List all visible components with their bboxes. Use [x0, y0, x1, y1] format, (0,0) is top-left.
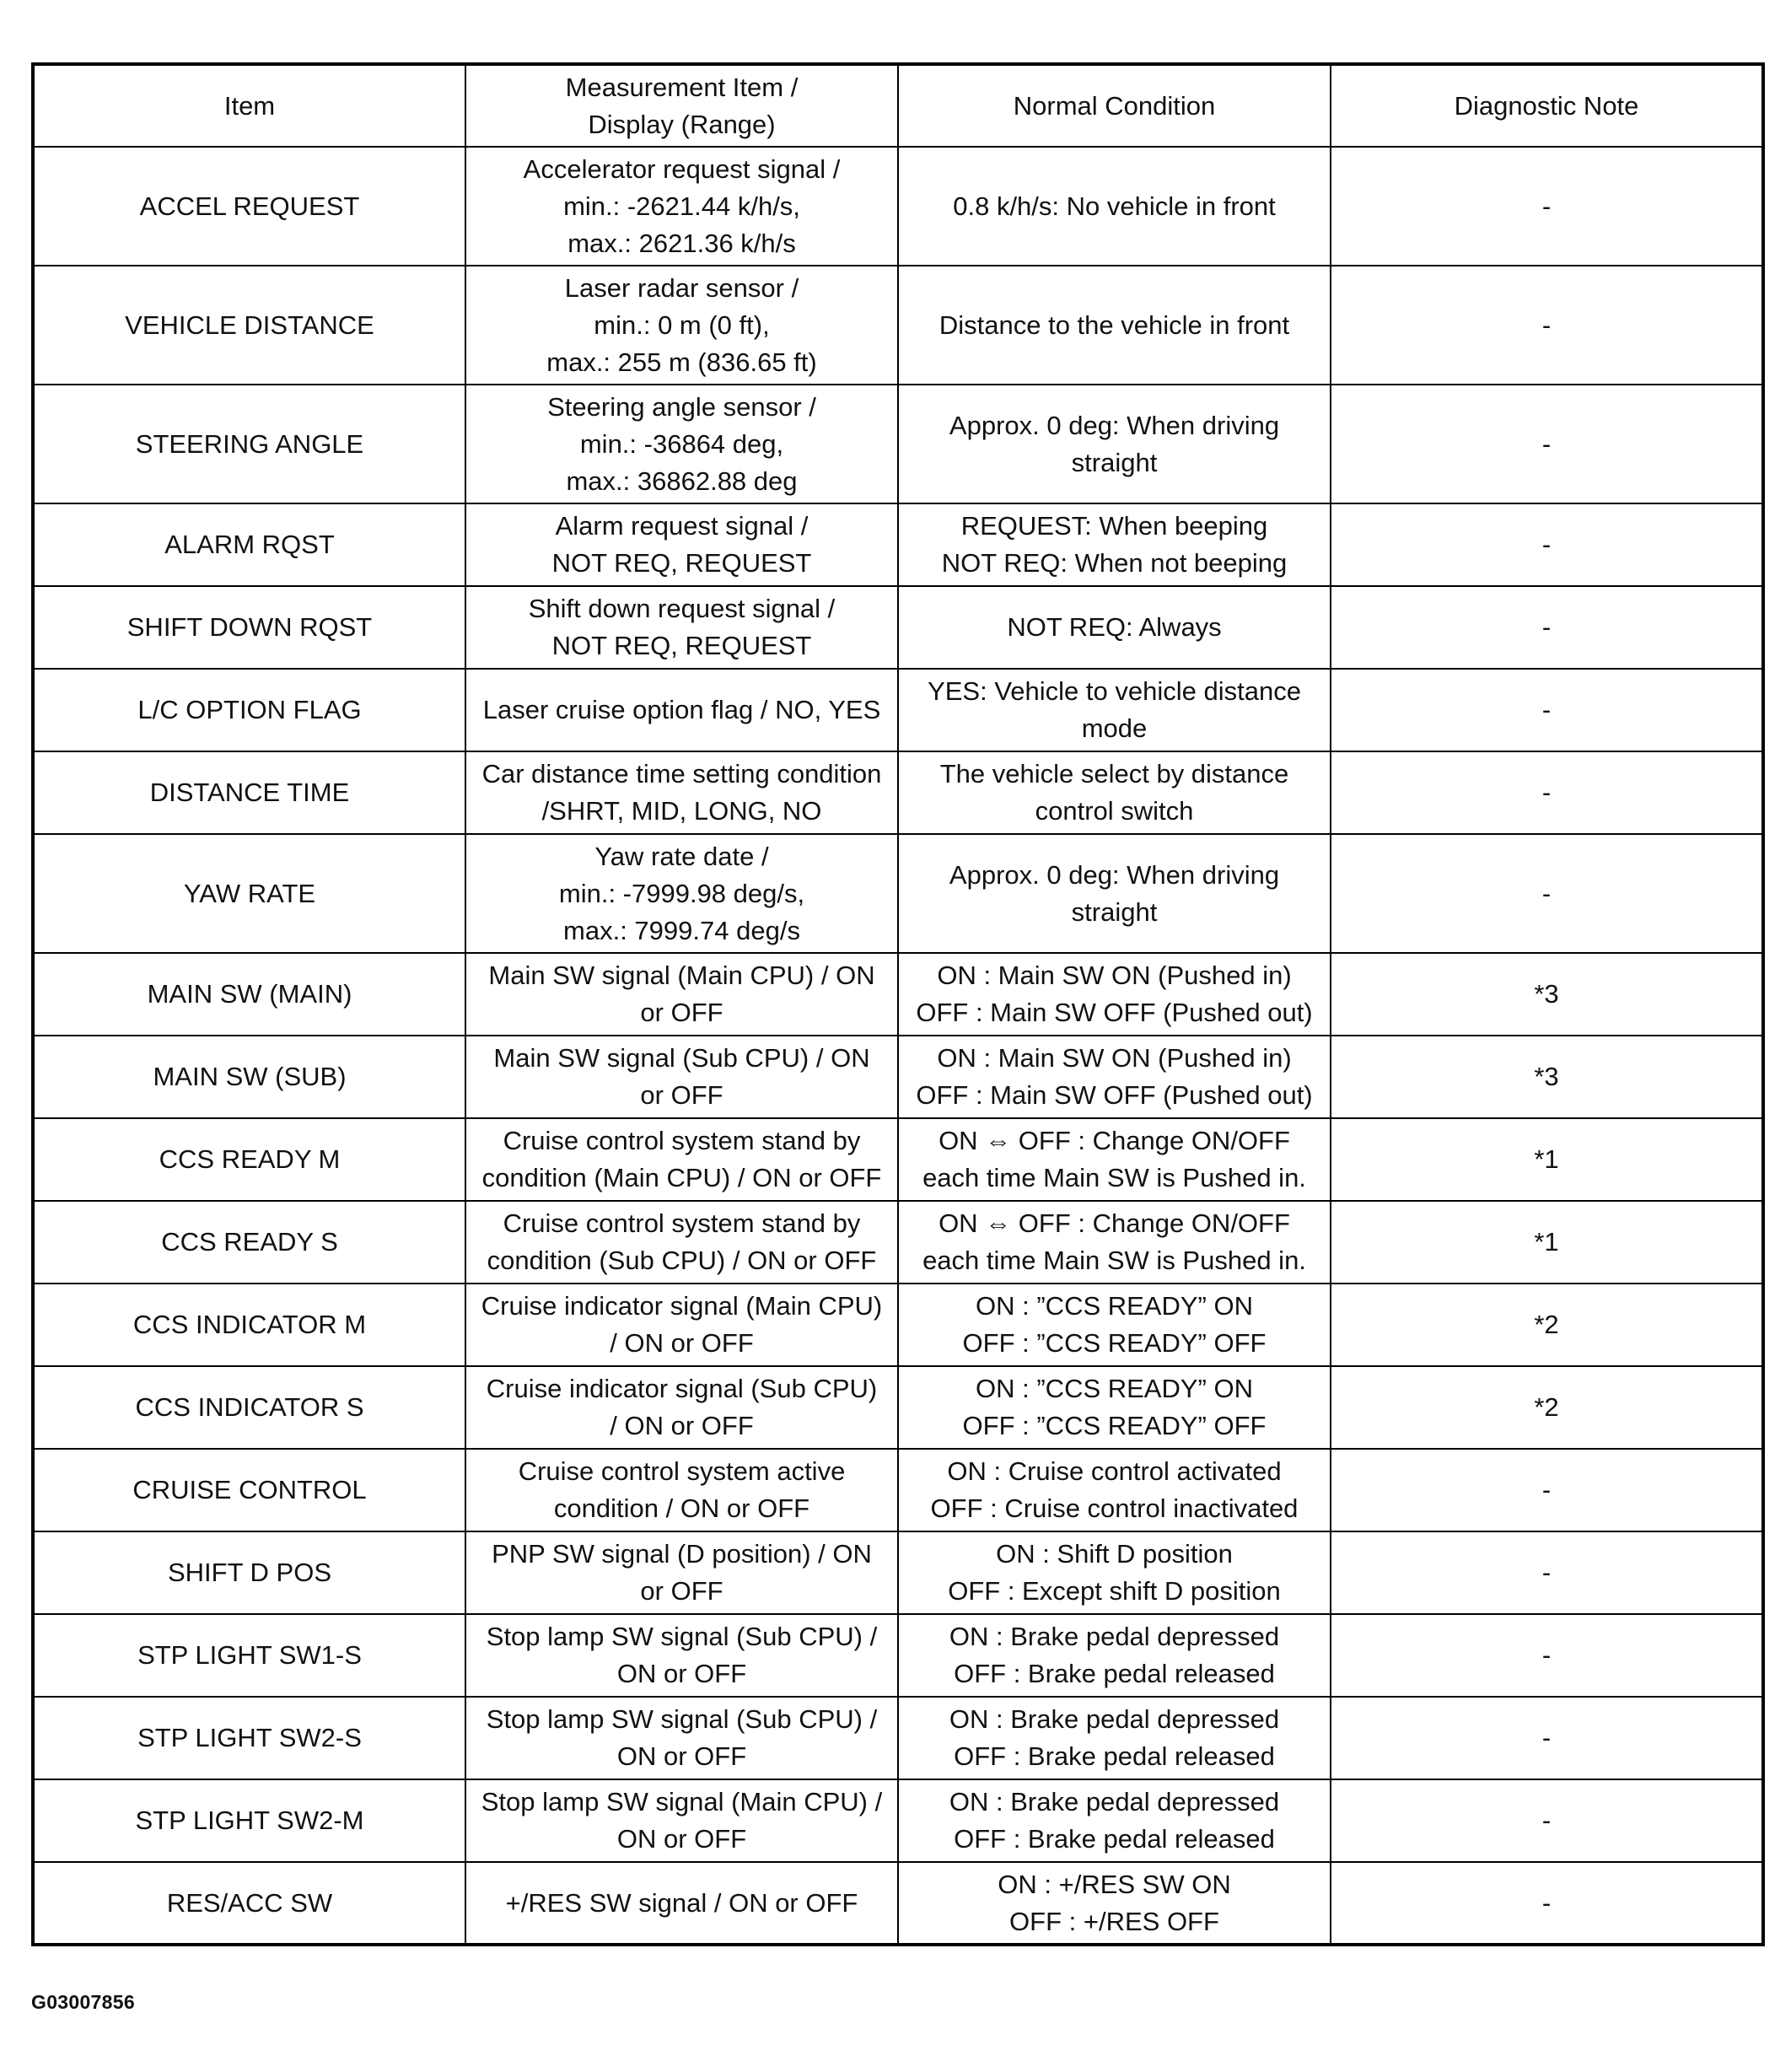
cell-diagnostic-note: -	[1331, 586, 1763, 669]
cell-measurement: Laser cruise option flag / NO, YES	[465, 669, 898, 751]
cell-measurement: Stop lamp SW signal (Sub CPU) / ON or OFF	[465, 1697, 898, 1779]
cell-normal-condition: YES: Vehicle to vehicle distance mode	[898, 669, 1331, 751]
cell-measurement: Car distance time setting condition /SHRT, MID, LONG, NO	[465, 751, 898, 834]
cell-item: CRUISE CONTROL	[33, 1449, 465, 1531]
header-item: Item	[33, 64, 465, 147]
cell-measurement: Stop lamp SW signal (Main CPU) / ON or OFF	[465, 1779, 898, 1862]
table-row	[33, 1118, 1763, 1201]
cell-item: CCS READY S	[33, 1201, 465, 1284]
table-row	[33, 1366, 1763, 1449]
diagnostic-data-table	[31, 62, 1765, 1946]
cell-measurement: Stop lamp SW signal (Sub CPU) / ON or OFF	[465, 1614, 898, 1697]
cell-normal-condition: ON : ”CCS READY” ON OFF : ”CCS READY” OFF	[898, 1284, 1331, 1366]
cell-diagnostic-note: -	[1331, 1862, 1763, 1945]
cell-item: MAIN SW (MAIN)	[33, 953, 465, 1036]
cell-item: CCS INDICATOR S	[33, 1366, 465, 1449]
table-row	[33, 1779, 1763, 1862]
cell-item: STP LIGHT SW1-S	[33, 1614, 465, 1697]
table-body	[33, 147, 1763, 1945]
cell-normal-condition: ON ⇔ OFF : Change ON/OFF each time Main SW is Pushed in.	[898, 1201, 1331, 1284]
cell-diagnostic-note: -	[1331, 266, 1763, 385]
cell-measurement: Main SW signal (Sub CPU) / ON or OFF	[465, 1036, 898, 1118]
cell-item: ACCEL REQUEST	[33, 147, 465, 266]
table-row	[33, 1284, 1763, 1366]
header-diagnostic-note: Diagnostic Note	[1331, 64, 1763, 147]
cell-item: ALARM RQST	[33, 503, 465, 586]
cell-diagnostic-note: *1	[1331, 1201, 1763, 1284]
cell-diagnostic-note: *1	[1331, 1118, 1763, 1201]
cell-measurement: Cruise indicator signal (Main CPU) / ON or OFF	[465, 1284, 898, 1366]
table-row	[33, 586, 1763, 669]
cell-item: CCS READY M	[33, 1118, 465, 1201]
cell-measurement: Cruise control system stand by condition (Main CPU) / ON or OFF	[465, 1118, 898, 1201]
cell-measurement: Main SW signal (Main CPU) / ON or OFF	[465, 953, 898, 1036]
table-row	[33, 147, 1763, 266]
cell-measurement: Cruise control system stand by condition (Sub CPU) / ON or OFF	[465, 1201, 898, 1284]
cell-diagnostic-note: -	[1331, 1531, 1763, 1614]
table-row	[33, 1697, 1763, 1779]
cell-diagnostic-note: -	[1331, 503, 1763, 586]
cell-normal-condition: Approx. 0 deg: When driving straight	[898, 385, 1331, 503]
cell-normal-condition: ON : Brake pedal depressed OFF : Brake pedal released	[898, 1614, 1331, 1697]
cell-diagnostic-note: *2	[1331, 1284, 1763, 1366]
cell-item: CCS INDICATOR M	[33, 1284, 465, 1366]
cell-item: DISTANCE TIME	[33, 751, 465, 834]
cell-normal-condition: NOT REQ: Always	[898, 586, 1331, 669]
cell-measurement: Accelerator request signal / min.: -2621.44 k/h/s, max.: 2621.36 k/h/s	[465, 147, 898, 266]
cell-item: STEERING ANGLE	[33, 385, 465, 503]
cell-normal-condition: 0.8 k/h/s: No vehicle in front	[898, 147, 1331, 266]
cell-item: SHIFT DOWN RQST	[33, 586, 465, 669]
cell-diagnostic-note: -	[1331, 669, 1763, 751]
table-row	[33, 1449, 1763, 1531]
cell-diagnostic-note: *3	[1331, 1036, 1763, 1118]
cell-diagnostic-note: -	[1331, 1449, 1763, 1531]
table-row	[33, 503, 1763, 586]
cell-diagnostic-note: -	[1331, 751, 1763, 834]
cell-normal-condition: ON : Main SW ON (Pushed in) OFF : Main SW OFF (Pushed out)	[898, 953, 1331, 1036]
cell-diagnostic-note: -	[1331, 1779, 1763, 1862]
table-row	[33, 1036, 1763, 1118]
cell-normal-condition: ON : Brake pedal depressed OFF : Brake pedal released	[898, 1779, 1331, 1862]
table-header-row	[33, 64, 1763, 147]
cell-measurement: Cruise control system active condition / ON or OFF	[465, 1449, 898, 1531]
cell-item: MAIN SW (SUB)	[33, 1036, 465, 1118]
cell-measurement: Yaw rate date / min.: -7999.98 deg/s, max.: 7999.74 deg/s	[465, 834, 898, 953]
figure-id: G03007856	[31, 1991, 135, 2013]
cell-normal-condition: Approx. 0 deg: When driving straight	[898, 834, 1331, 953]
table-row	[33, 669, 1763, 751]
cell-measurement: +/RES SW signal / ON or OFF	[465, 1862, 898, 1945]
cell-normal-condition: ON : ”CCS READY” ON OFF : ”CCS READY” OFF	[898, 1366, 1331, 1449]
cell-item: YAW RATE	[33, 834, 465, 953]
cell-normal-condition: ON : Shift D position OFF : Except shift D position	[898, 1531, 1331, 1614]
cell-normal-condition: ON ⇔ OFF : Change ON/OFF each time Main SW is Pushed in.	[898, 1118, 1331, 1201]
table-row	[33, 1531, 1763, 1614]
cell-item: L/C OPTION FLAG	[33, 669, 465, 751]
header-measurement: Measurement Item / Display (Range)	[465, 64, 898, 147]
header-normal-condition: Normal Condition	[898, 64, 1331, 147]
cell-diagnostic-note: -	[1331, 1614, 1763, 1697]
cell-normal-condition: REQUEST: When beeping NOT REQ: When not beeping	[898, 503, 1331, 586]
table-row	[33, 834, 1763, 953]
cell-measurement: Shift down request signal / NOT REQ, REQUEST	[465, 586, 898, 669]
cell-measurement: Laser radar sensor / min.: 0 m (0 ft), max.: 255 m (836.65 ft)	[465, 266, 898, 385]
table-row	[33, 385, 1763, 503]
cell-diagnostic-note: *3	[1331, 953, 1763, 1036]
cell-measurement: Steering angle sensor / min.: -36864 deg, max.: 36862.88 deg	[465, 385, 898, 503]
table-row	[33, 751, 1763, 834]
cell-diagnostic-note: *2	[1331, 1366, 1763, 1449]
cell-measurement: PNP SW signal (D position) / ON or OFF	[465, 1531, 898, 1614]
cell-item: RES/ACC SW	[33, 1862, 465, 1945]
table-row	[33, 1201, 1763, 1284]
table-row	[33, 1862, 1763, 1945]
table-row	[33, 266, 1763, 385]
cell-item: STP LIGHT SW2-M	[33, 1779, 465, 1862]
table-row	[33, 953, 1763, 1036]
cell-diagnostic-note: -	[1331, 385, 1763, 503]
cell-normal-condition: ON : +/RES SW ON OFF : +/RES OFF	[898, 1862, 1331, 1945]
cell-normal-condition: ON : Brake pedal depressed OFF : Brake pedal released	[898, 1697, 1331, 1779]
cell-item: SHIFT D POS	[33, 1531, 465, 1614]
table-row	[33, 1614, 1763, 1697]
cell-item: VEHICLE DISTANCE	[33, 266, 465, 385]
cell-diagnostic-note: -	[1331, 147, 1763, 266]
cell-diagnostic-note: -	[1331, 1697, 1763, 1779]
cell-measurement: Cruise indicator signal (Sub CPU) / ON or OFF	[465, 1366, 898, 1449]
cell-measurement: Alarm request signal / NOT REQ, REQUEST	[465, 503, 898, 586]
cell-normal-condition: ON : Main SW ON (Pushed in) OFF : Main SW OFF (Pushed out)	[898, 1036, 1331, 1118]
cell-normal-condition: The vehicle select by distance control switch	[898, 751, 1331, 834]
cell-item: STP LIGHT SW2-S	[33, 1697, 465, 1779]
cell-diagnostic-note: -	[1331, 834, 1763, 953]
cell-normal-condition: Distance to the vehicle in front	[898, 266, 1331, 385]
cell-normal-condition: ON : Cruise control activated OFF : Cruise control inactivated	[898, 1449, 1331, 1531]
